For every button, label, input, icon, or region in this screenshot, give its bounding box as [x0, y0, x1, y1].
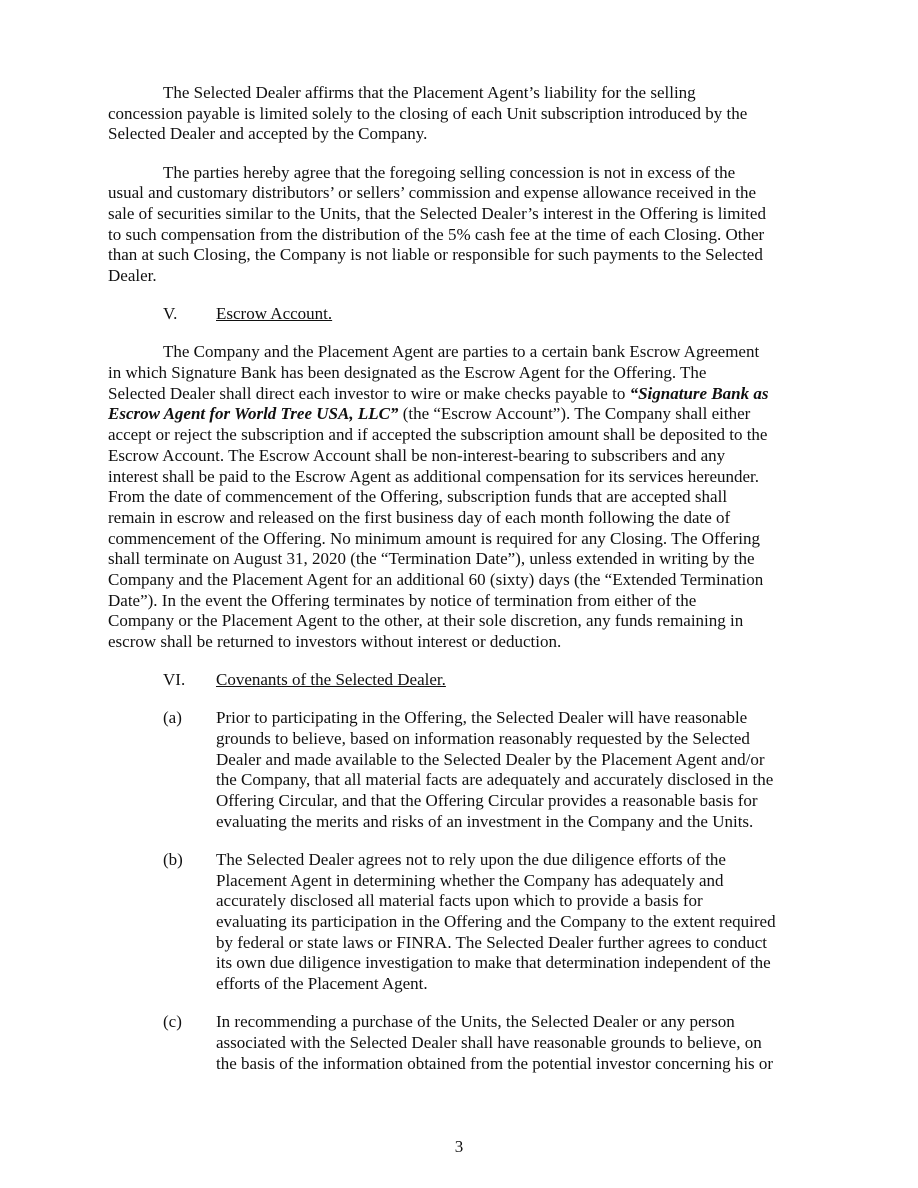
text-segment: remain in escrow and released on the first business day of each month following the date of: [108, 507, 731, 527]
section-number: VI.: [163, 670, 186, 690]
text-line: Offering Circular, and that the Offering Circular provides a reasonable basis for: [216, 791, 758, 811]
text-line: sale of securities similar to the Units, that the Selected Dealer’s interest in the Offering is limited: [108, 203, 766, 223]
text-segment: From the date of commencement of the Offering, subscription funds that are accepted shall: [108, 487, 728, 507]
text-segment: (the “Escrow Account”). The Company shall either: [398, 404, 751, 424]
paragraph-escrow: [108, 342, 818, 652]
text-line: associated with the Selected Dealer shall have reasonable grounds to believe, on: [216, 1033, 762, 1052]
item-label: (c): [163, 1012, 182, 1032]
text-line: the Company, that all material facts are adequately and accurately disclosed in the: [216, 770, 774, 790]
text-line: Prior to participating in the Offering, the Selected Dealer will have reasonable: [216, 708, 748, 728]
text-segment: accept or reject the subscription and if accepted the subscription amount shall be deposited to the: [108, 425, 768, 445]
text-line: the basis of the information obtained from the potential investor concerning his or: [216, 1053, 774, 1073]
covenant-item: [108, 708, 818, 832]
text-line: [108, 487, 818, 508]
emphasized-text: “Signature Bank as: [629, 383, 769, 403]
text-line: Selected Dealer and accepted by the Company.: [108, 124, 428, 144]
text-line: [108, 611, 818, 632]
text-line: [108, 425, 818, 446]
text-line: [108, 632, 818, 653]
section-title: Escrow Account.: [216, 304, 333, 324]
text-line: [108, 591, 818, 612]
text-segment: interest shall be paid to the Escrow Agent as additional compensation for its services hereunder.: [108, 466, 760, 486]
text-line: [108, 529, 818, 550]
section-heading-covenants: [108, 670, 818, 691]
text-line: accurately disclosed all material facts upon which to provide a basis for: [216, 891, 703, 911]
text-line: [108, 508, 818, 529]
text-line: The Selected Dealer affirms that the Placement Agent’s liability for the selling: [163, 83, 696, 102]
text-line: [108, 384, 818, 405]
text-segment: Selected Dealer shall direct each investor to wire or make checks payable to: [108, 383, 630, 403]
text-segment: Date”). In the event the Offering terminates by notice of termination from either of the: [108, 590, 697, 610]
text-segment: Escrow Account. The Escrow Account shall be non-interest-bearing to subscribers and any: [108, 445, 726, 465]
emphasized-text: Escrow Agent for World Tree USA, LLC”: [108, 404, 399, 424]
item-label: (a): [163, 708, 182, 728]
text-line: than at such Closing, the Company is not liable or responsible for such payments to the Selected: [108, 245, 763, 265]
text-line: [108, 467, 818, 488]
item-text: [216, 850, 776, 995]
text-segment: in which Signature Bank has been designated as the Escrow Agent for the Offering. The: [108, 363, 707, 383]
text-line: grounds to believe, based on information reasonably requested by the Selected: [216, 729, 750, 749]
text-line: evaluating its participation in the Offering and the Company to the extent required: [216, 912, 776, 932]
text-line: [108, 446, 818, 467]
text-line: its own due diligence investigation to make that determination independent of the: [216, 953, 771, 973]
text-line: efforts of the Placement Agent.: [216, 974, 428, 994]
covenant-item: [108, 850, 818, 995]
item-text: [216, 708, 773, 832]
text-line: Dealer.: [108, 266, 157, 285]
page-number: 3: [454, 1137, 464, 1156]
text-line: to such compensation from the distribution of the 5% cash fee at the time of each Closing. Other: [108, 224, 765, 244]
text-segment: Company and the Placement Agent for an additional 60 (sixty) days (the “Extended Termination: [108, 569, 764, 589]
text-line: The Selected Dealer agrees not to rely upon the due diligence efforts of the: [216, 850, 726, 869]
text-line: In recommending a purchase of the Units, the Selected Dealer or any person: [216, 1012, 735, 1032]
section-number: V.: [163, 304, 178, 324]
text-line: Dealer and made available to the Selected Dealer by the Placement Agent and/or: [216, 749, 765, 769]
paragraph-liability: [108, 83, 818, 145]
text-line: [108, 342, 818, 363]
text-line: Placement Agent in determining whether the Company has adequately and: [216, 870, 724, 890]
text-segment: commencement of the Offering. No minimum amount is required for any Closing. The Offering: [108, 528, 760, 548]
paragraph-selling-concession: [108, 163, 818, 287]
text-segment: escrow shall be returned to investors without interest or deduction.: [108, 632, 562, 651]
section-heading-escrow: [108, 304, 818, 325]
text-line: usual and customary distributors’ or sellers’ commission and expense allowance received in the: [108, 183, 757, 203]
text-segment: The Company and the Placement Agent are parties to a certain bank Escrow Agreement: [163, 342, 760, 362]
section-title: Covenants of the Selected Dealer.: [216, 670, 446, 690]
text-line: The parties hereby agree that the foregoing selling concession is not in excess of the: [163, 162, 736, 182]
text-segment: shall terminate on August 31, 2020 (the “Termination Date”), unless extended in writing by the: [108, 549, 755, 569]
document-page: [108, 83, 818, 1092]
text-line: [108, 404, 818, 425]
covenant-item: [108, 1012, 818, 1074]
covenant-list: [108, 708, 818, 1074]
item-text: [216, 1012, 773, 1074]
text-line: [108, 570, 818, 591]
text-line: concession payable is limited solely to the closing of each Unit subscription introduced by the: [108, 103, 748, 123]
text-segment: Company or the Placement Agent to the other, at their sole discretion, any funds remaining in: [108, 611, 744, 631]
text-line: [108, 549, 818, 570]
text-line: by federal or state laws or FINRA. The Selected Dealer further agrees to conduct: [216, 932, 768, 952]
text-line: evaluating the merits and risks of an investment in the Company and the Units.: [216, 811, 754, 831]
item-label: (b): [163, 850, 183, 869]
text-line: [108, 363, 818, 384]
